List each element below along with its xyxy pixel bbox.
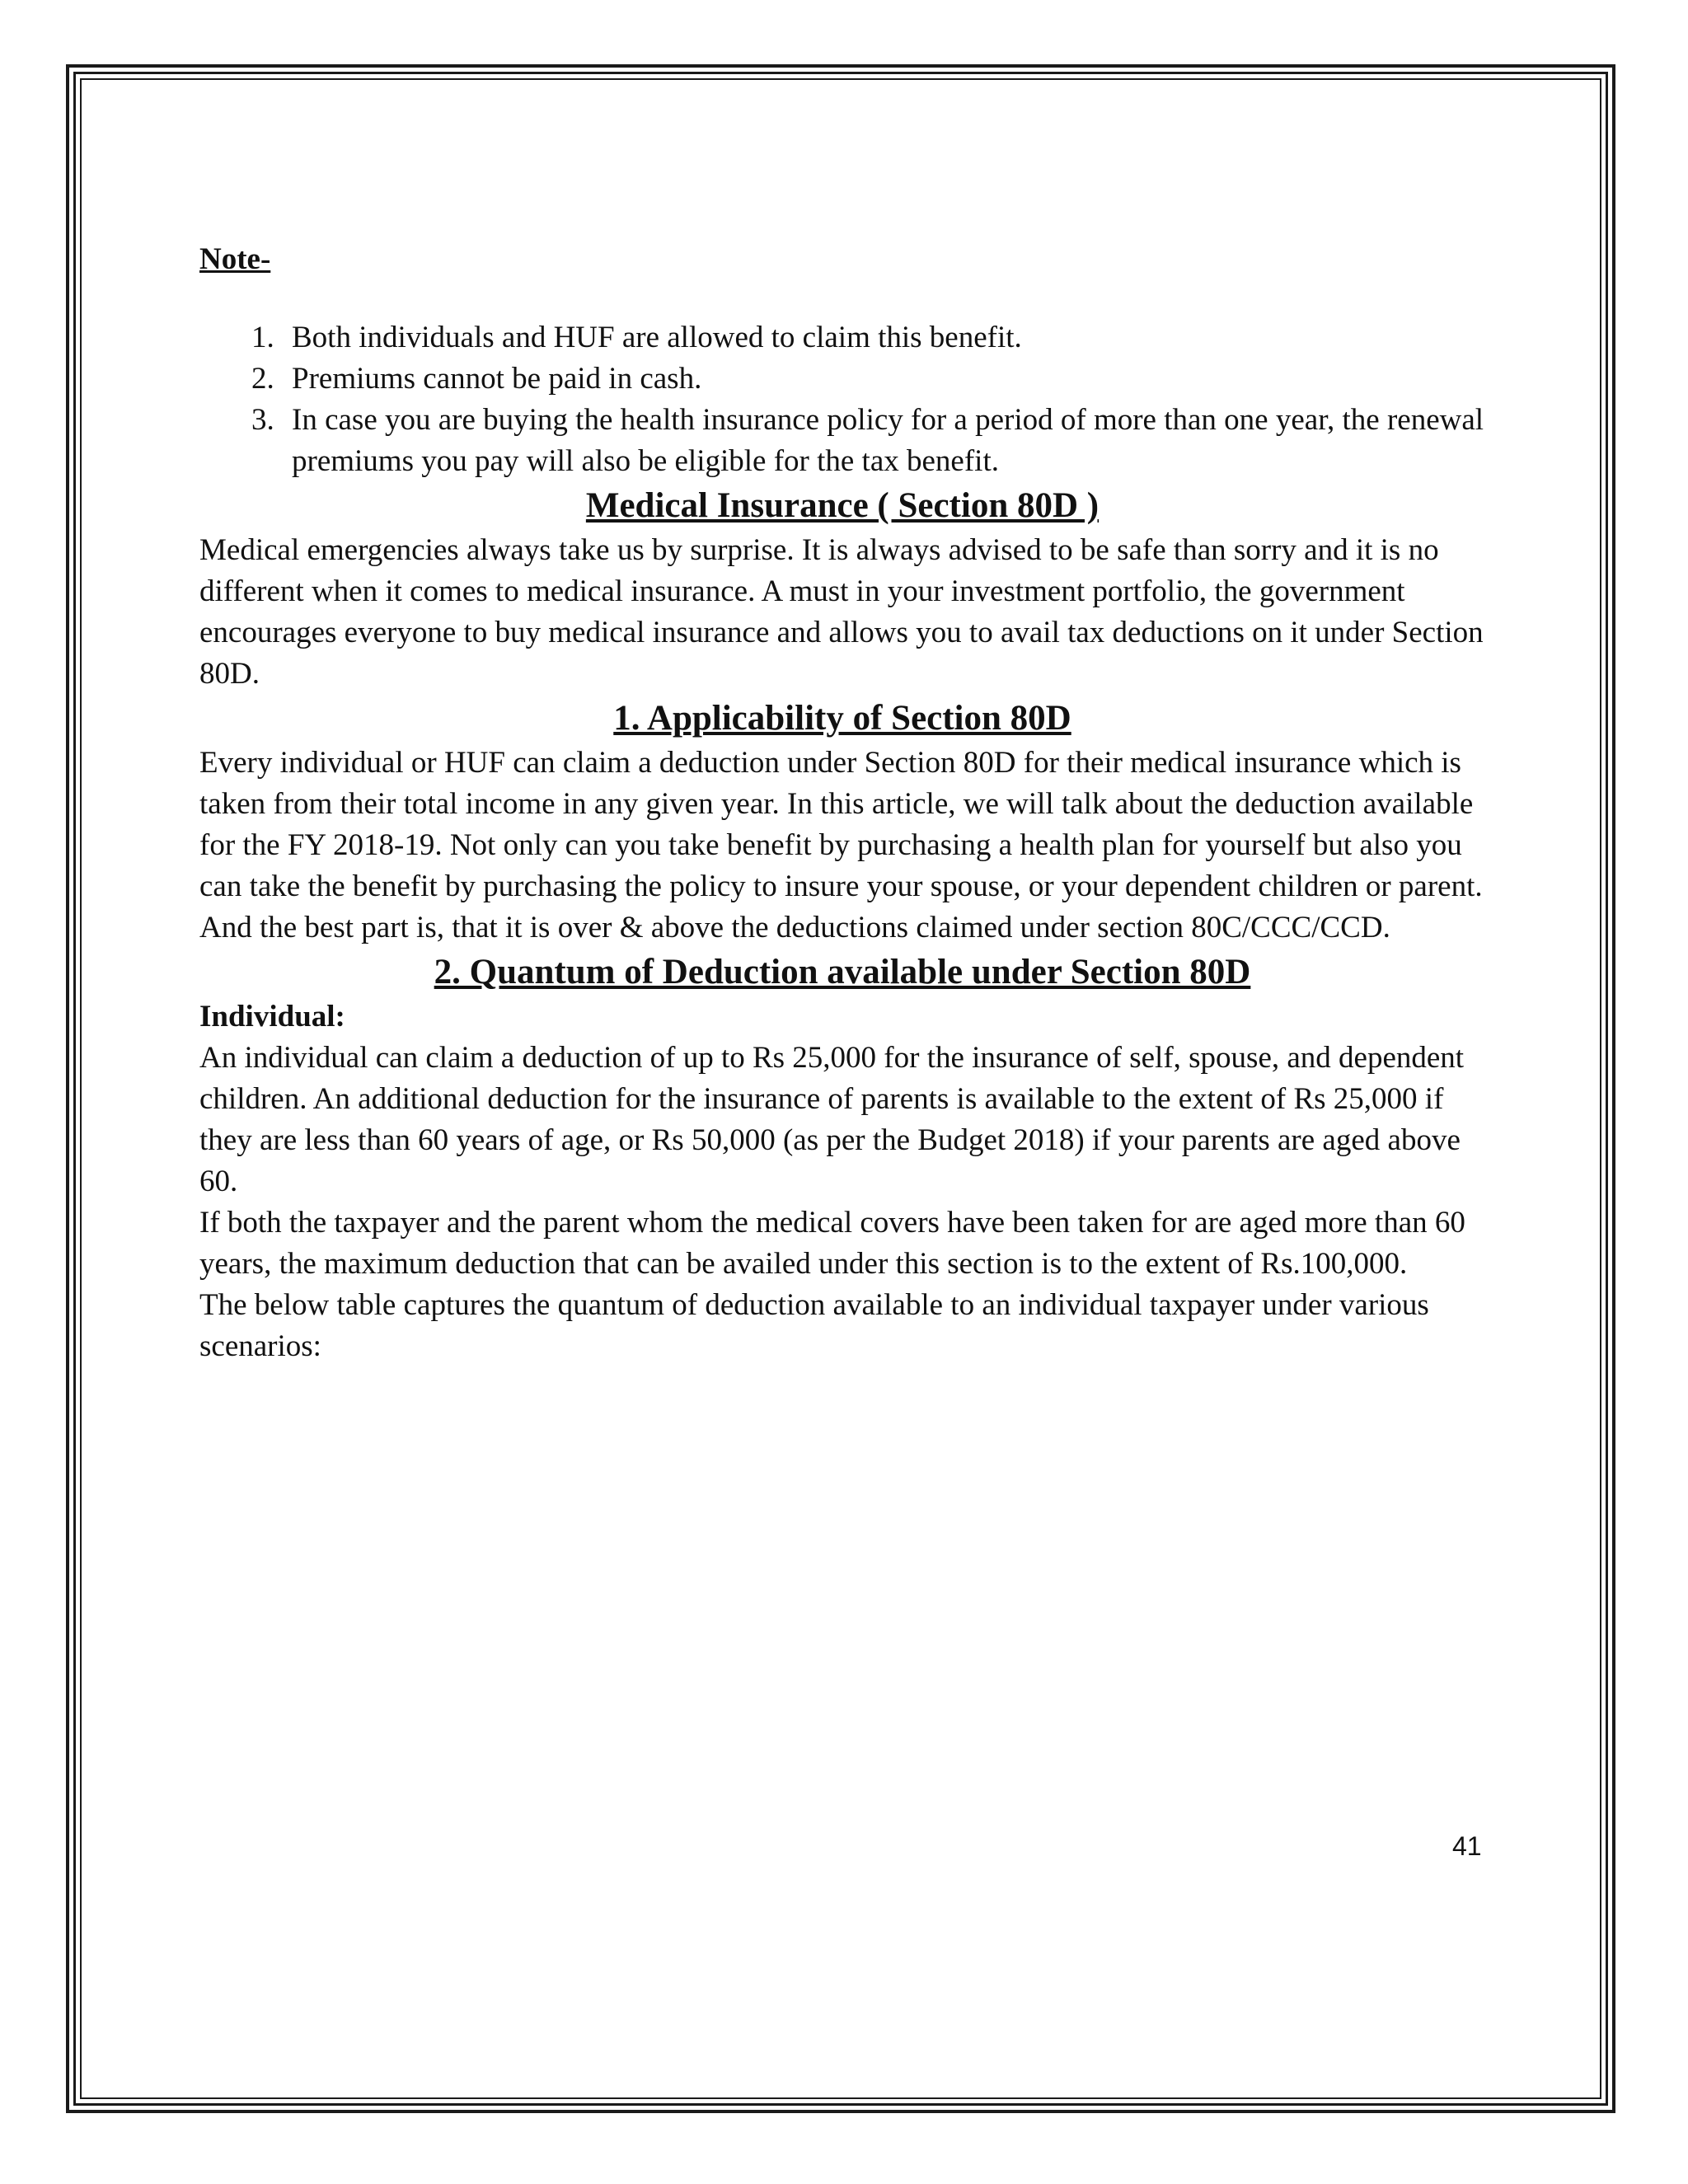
quantum-paragraph: An individual can claim a deduction of up to Rs 25,000 for the insurance of self, spouse, and dependent children. An additional deduction for the insurance of parents is available to the extent of Rs 25,000 if they are less than 60 years of age, or Rs 50,000 (as per the Budget 2018) if your parents are aged above 60. bbox=[199, 1041, 1465, 1198]
applicability-heading: 1. Applicability of Section 80D bbox=[613, 699, 1071, 738]
note-item: 3. In case you are buying the health insurance policy for a period of more than one year, the renewal premiums you pay will also be eligible for the tax benefit. bbox=[282, 400, 1485, 482]
quantum-paragraph: The below table captures the quantum of deduction available to an individual taxpayer under various scenarios: bbox=[199, 1288, 1429, 1363]
medical-insurance-paragraph: Medical emergencies always take us by surprise. It is always advised to be safe than sorry and it is no different when it comes to medical insurance. A must in your investment portfolio, the government encourages everyone to buy medical insurance and allows you to avail tax deductions on it under Section 80D. bbox=[199, 533, 1484, 691]
medical-insurance-heading: Medical Insurance ( Section 80D ) bbox=[585, 486, 1100, 525]
note-item: 2. Premiums cannot be paid in cash. bbox=[282, 359, 1485, 400]
page-number: 41 bbox=[1452, 1831, 1482, 1861]
applicability-paragraph: Every individual or HUF can claim a deduction under Section 80D for their medical insurance which is taken from their total income in any given year. In this article, we will talk about the deduction available for the FY 2018-19. Not only can you take benefit by purchasing a health plan for yourself but also you can take the benefit by purchasing the policy to insure your spouse, or your dependent children or parent. And the best part is, that it is over & above the deductions claimed under section 80C/CCC/CCD. bbox=[199, 746, 1483, 944]
quantum-heading: 2. Quantum of Deduction available under Section 80D bbox=[434, 953, 1251, 991]
page-content bbox=[199, 232, 1485, 1367]
individual-subheading: Individual: bbox=[199, 1000, 345, 1033]
note-list bbox=[199, 317, 1485, 482]
note-item: 1. Both individuals and HUF are allowed to claim this benefit. bbox=[282, 317, 1485, 359]
quantum-paragraph: If both the taxpayer and the parent whom the medical covers have been taken for are aged more than 60 years, the maximum deduction that can be availed under this section is to the extent of Rs.100,000. bbox=[199, 1206, 1465, 1281]
note-title: Note- bbox=[199, 242, 271, 276]
